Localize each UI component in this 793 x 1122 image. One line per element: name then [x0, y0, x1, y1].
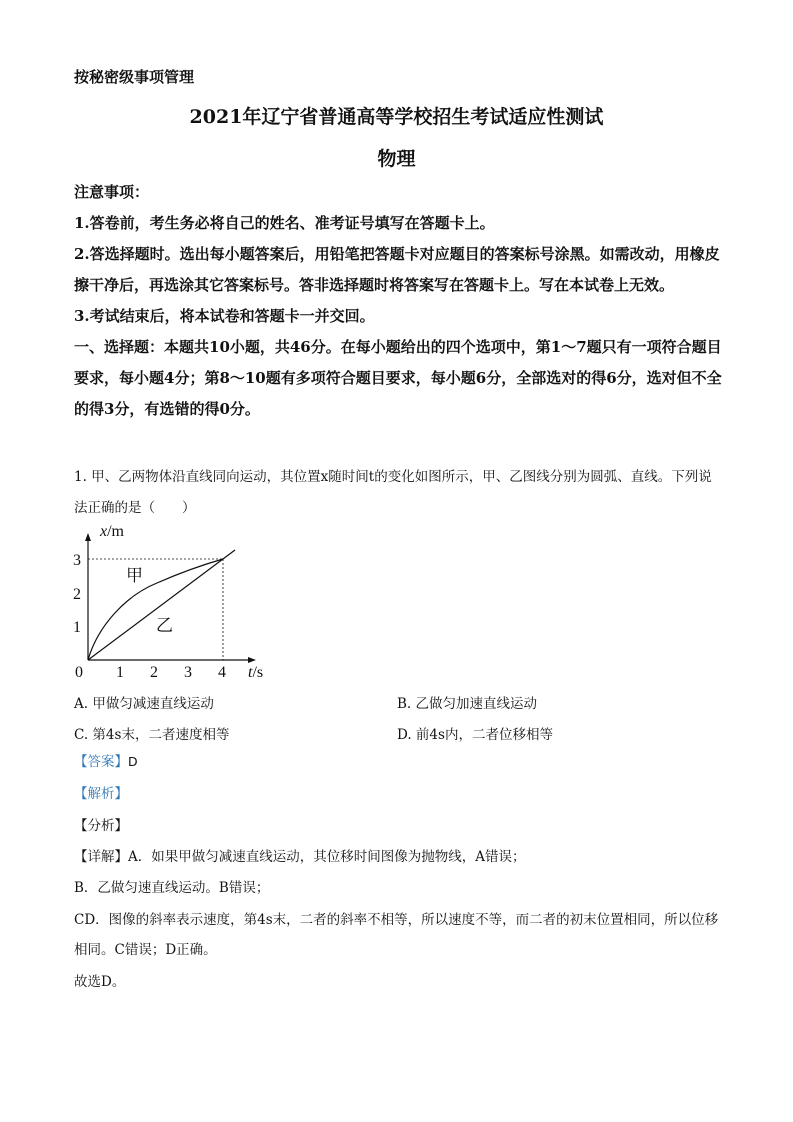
answer-value: D — [128, 754, 138, 769]
y-tick-1: 1 — [73, 619, 81, 636]
detail-label: 【详解】 — [74, 849, 128, 865]
analysis-cd-text: CD．图像的斜率表示速度，第4s末，二者的斜率不相等，所以速度不等，而二者的初末位置相同，所以位移相同。C错误；D正确。 — [74, 912, 719, 958]
analysis-b-line — [74, 873, 724, 903]
answer-label: 【答案】 — [74, 754, 128, 770]
analysis-cd-line — [74, 905, 724, 965]
detail-text: A．如果甲做匀减速直线运动，其位移时间图像为抛物线，A错误； — [128, 849, 526, 865]
x-axis-arrow — [248, 657, 256, 663]
note-item-2: 2.答选择题时。选出每小题答案后，用铅笔把答题卡对应题目的答案标号涂黑。如需改动，用橡皮擦干净后，再选涂其它答案标号。答非选择题时将答案写在答题卡上。写在本试卷上无效。 — [74, 245, 720, 294]
series-yi-line — [88, 550, 235, 660]
x-tick-0: 0 — [75, 664, 83, 681]
position-time-graph — [72, 515, 282, 685]
notes-heading: 注意事项： — [74, 183, 150, 201]
x-tick-2: 2 — [150, 664, 158, 681]
y-tick-3: 3 — [73, 552, 81, 569]
conclusion-line — [74, 967, 724, 997]
note-item-1: 1.答卷前，考生务必将自己的姓名、准考证号填写在答题卡上。 — [74, 214, 495, 232]
analysis-b-text: B．乙做匀速直线运动。B错误； — [74, 880, 270, 896]
y-axis-label: x/m — [100, 523, 124, 540]
secrecy-label: 按秘密级事项管理 — [74, 68, 195, 86]
x-axis-label: t/s — [248, 664, 264, 681]
jiexi-label: 【解析】 — [74, 786, 128, 802]
label-yi: 乙 — [156, 616, 173, 635]
option-d: D. 前4s内，二者位移相等 — [397, 727, 553, 743]
conclusion-text: 故选D。 — [74, 974, 126, 990]
option-b: B. 乙做匀加速直线运动 — [397, 696, 538, 712]
option-c: C. 第4s末，二者速度相等 — [74, 727, 230, 743]
answer-line — [74, 747, 724, 777]
option-a: A. 甲做匀减速直线运动 — [74, 696, 214, 712]
note-item-3: 3.考试结束后，将本试卷和答题卡一并交回。 — [74, 307, 375, 325]
x-tick-1: 1 — [116, 664, 124, 681]
fenxi-line — [74, 811, 724, 841]
label-jia: 甲 — [126, 566, 143, 585]
question-1-text: 1. 甲、乙两物体沿直线同向运动，其位置x随时间t的变化如图所示，甲、乙图线分别为圆弧、直线。下列说法正确的是（ ） — [74, 469, 712, 516]
y-tick-2: 2 — [73, 586, 81, 603]
y-axis-arrow — [85, 533, 91, 541]
exam-title: 2021年辽宁省普通高等学校招生考试适应性测试 — [189, 106, 604, 128]
section-instructions: 一、选择题：本题共10小题，共46分。在每小题给出的四个选项中，第1～7题只有一项符合题目要求，每小题4分；第8～10题有多项符合题目要求，每小题6分，全部选对的得6分，选对但不全的得3分，有选错的得0分。 — [74, 338, 722, 418]
x-tick-4: 4 — [218, 664, 226, 681]
notes-block — [74, 177, 722, 425]
x-tick-3: 3 — [184, 664, 192, 681]
detail-line — [74, 842, 724, 872]
subject-title: 物理 — [377, 148, 416, 170]
fenxi-label: 【分析】 — [74, 818, 128, 834]
jiexi-line — [74, 779, 724, 809]
